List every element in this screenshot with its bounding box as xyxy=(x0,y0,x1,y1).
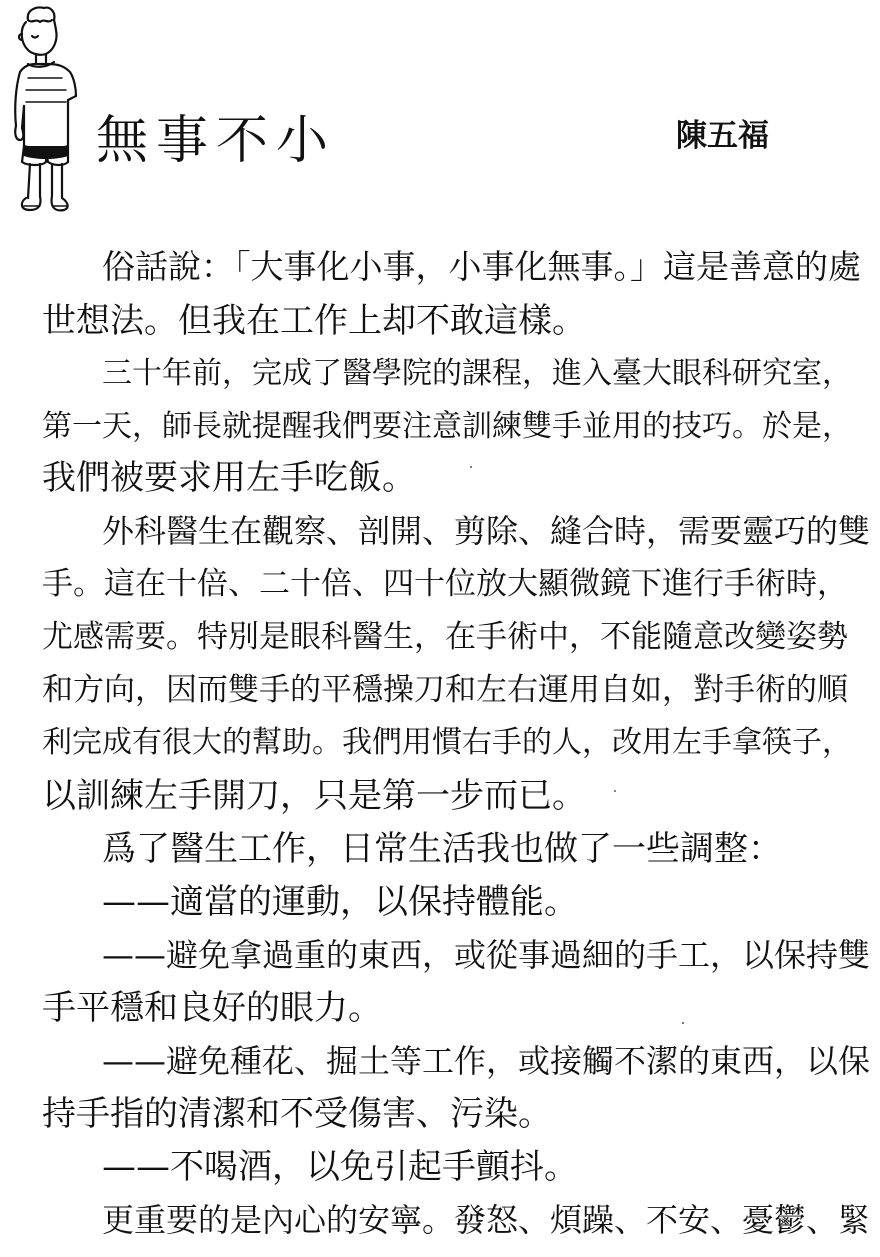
scan-speck xyxy=(470,466,472,468)
standing-boy-illustration xyxy=(6,6,86,220)
text-line: 我們被要求用左手吃飯。 xyxy=(42,458,416,498)
text-line: 和方向，因而雙手的平穩操刀和左右運用自如，對手術的順 xyxy=(42,672,848,708)
scan-speck xyxy=(614,790,616,792)
text-line: 外科醫生在觀察、剖開、剪除、縫合時，需要靈巧的雙 xyxy=(102,512,871,550)
text-line: ——避免拿過重的東西，或從事過細的手工，以保持雙 xyxy=(102,936,871,974)
text-line: ——適當的運動，以保持體能。 xyxy=(102,882,578,922)
text-line: 世想法。但我在工作上却不敢這樣。 xyxy=(42,301,586,341)
author-name: 陳五福 xyxy=(676,118,769,154)
text-line: 三十年前，完成了醫學院的課程，進入臺大眼科研究室， xyxy=(102,356,852,391)
text-line: 爲了醫生工作，日常生活我也做了一些調整： xyxy=(102,829,782,869)
text-line: 俗話說：「大事化小事，小事化無事。」這是善意的處 xyxy=(102,247,861,286)
text-line: 更重要的是內心的安寧。發怒、煩躁、不安、憂鬱、緊 xyxy=(102,1201,871,1239)
text-line: ——不喝酒，以免引起手顫抖。 xyxy=(102,1147,578,1187)
text-line: 手。這在十倍、二十倍、四十位放大顯微鏡下進行手術時， xyxy=(42,566,848,602)
text-line: 以訓練左手開刀，只是第一步而已。 xyxy=(42,776,586,816)
text-line: 第一天，師長就提醒我們要注意訓練雙手並用的技巧。於是， xyxy=(42,409,852,444)
text-line: 手平穩和良好的眼力。 xyxy=(42,988,382,1028)
text-line: 持手指的清潔和不受傷害、污染。 xyxy=(42,1094,552,1134)
text-line: ——避免種花、掘土等工作，或接觸不潔的東西，以保 xyxy=(102,1042,871,1080)
text-line: 利完成有很大的幫助。我們用慣右手的人，改用左手拿筷子， xyxy=(42,725,852,760)
article-title: 無事不小 xyxy=(96,111,337,171)
text-line: 尤感需要。特別是眼科醫生，在手術中，不能隨意改變姿勢 xyxy=(42,619,848,655)
scan-speck xyxy=(682,1022,684,1024)
